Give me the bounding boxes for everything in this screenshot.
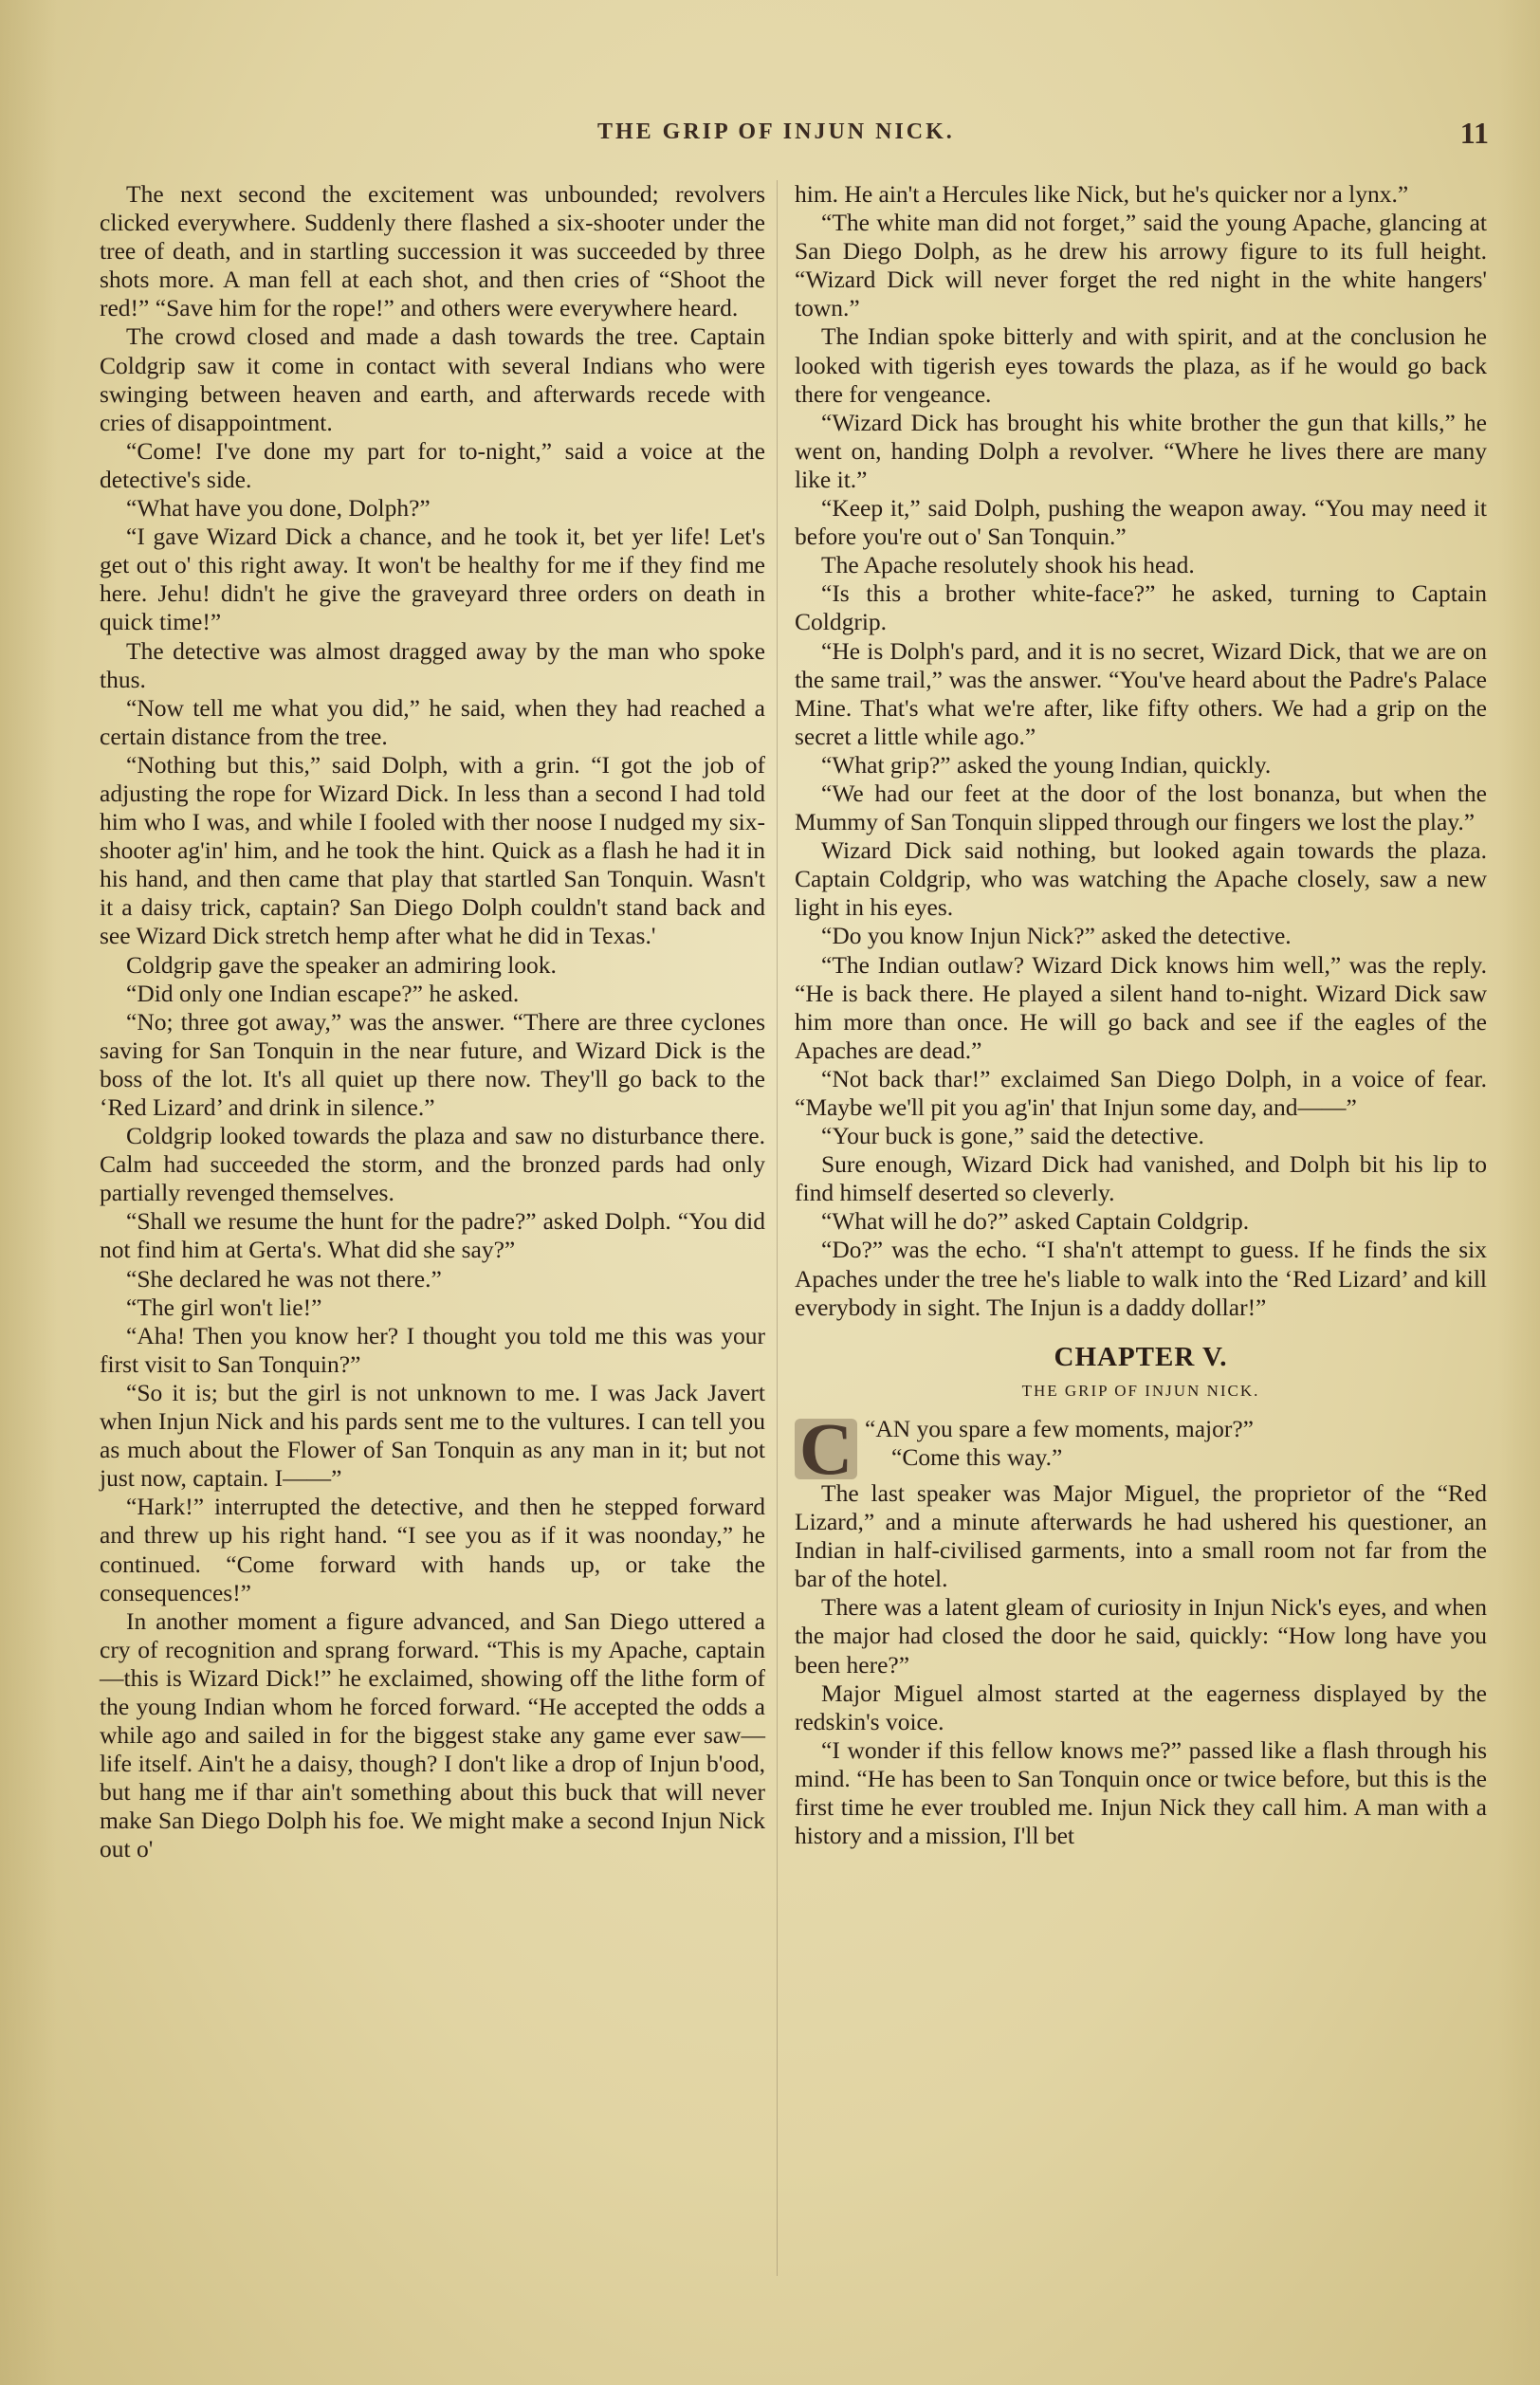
right-paragraph: “He is Dolph's pard, and it is no secret, Wizard Dick, that we are on the same trail,” was the answer. “You've heard about the Padre's Palace Mine. That's what we're after, like fifty others. We had a grip on the secret a little while ago.”: [795, 636, 1487, 750]
chapter-subtitle: THE GRIP OF INJUN NICK.: [1021, 1381, 1260, 1400]
left-paragraph: Coldgrip looked towards the plaza and saw no disturbance there. Calm had succeeded the storm, and the bronzed pards had only partially revenged themselves.: [100, 1122, 765, 1207]
left-paragraph: “What have you done, Dolph?”: [126, 494, 431, 523]
left-paragraph: “Did only one Indian escape?” he asked.: [126, 979, 520, 1007]
right-paragraph: The Apache resolutely shook his head.: [821, 551, 1195, 579]
right-column: [795, 180, 1487, 1850]
right-paragraph: “Your buck is gone,” said the detective.: [821, 1122, 1204, 1150]
page-header: [38, 116, 1508, 154]
left-paragraph: Coldgrip gave the speaker an admiring look.: [126, 950, 557, 979]
right-paragraph: “We had our feet at the door of the lost bonanza, but when the Mummy of San Tonquin slipped through our fingers we lost the play.”: [795, 779, 1487, 836]
chapter-paragraph: There was a latent gleam of curiosity in Injun Nick's eyes, and when the major had closed the door he said, quickly: “How long have you been here?”: [795, 1593, 1487, 1679]
running-title: THE GRIP OF INJUN NICK.: [597, 119, 955, 144]
left-paragraph: “Come! I've done my part for to-night,” said a voice at the detective's side.: [100, 436, 765, 493]
right-paragraph: “Is this a brother white-face?” he asked, turning to Captain Coldgrip.: [795, 579, 1487, 636]
right-paragraph: him. He ain't a Hercules like Nick, but he's quicker nor a lynx.”: [795, 180, 1409, 208]
chapter-paragraph: The last speaker was Major Miguel, the proprietor of the “Red Lizard,” and a minute afterwards he had ushered his questioner, an Indian in half-civilised garments, into a small room not far from the bar of the hotel.: [795, 1478, 1487, 1593]
left-paragraph: “She declared he was not there.”: [126, 1264, 442, 1293]
left-paragraph: “Aha! Then you know her? I thought you told me this was your first visit to San Tonquin?”: [100, 1321, 765, 1378]
left-paragraph: “No; three got away,” was the answer. “There are three cyclones saving for San Tonquin in the near future, and Wizard Dick is the boss of the lot. It's all quiet up there now. They'll go back to the ‘Red Lizard’ and drink in silence.”: [100, 1007, 765, 1121]
drop-cap-letter: C: [795, 1419, 857, 1479]
right-paragraph: “Keep it,” said Dolph, pushing the weapon away. “You may need it before you're out o' San Tonquin.”: [795, 494, 1487, 551]
chapter-heading: CHAPTER V.: [1054, 1341, 1228, 1372]
left-paragraph: The detective was almost dragged away by the man who spoke thus.: [100, 636, 765, 693]
left-paragraph: “Nothing but this,” said Dolph, with a grin. “I got the job of adjusting the rope for Wizard Dick. In less than a second I had told him who I was, and while I fooled with ther noose I nudged my six-shooter ag'in' him, and he took the hint. Quick as a flash he had it in his hand, and then came that play that startled San Tonquin. Wasn't it a daisy trick, captain? San Diego Dolph couldn't stand back and see Wizard Dick stretch hemp after what he did in Texas.': [100, 750, 765, 950]
left-paragraph: “I gave Wizard Dick a chance, and he took it, bet yer life! Let's get out o' this right away. It won't be healthy for me if they find me here. Jehu! didn't he give the graveyard three orders on death in quick time!”: [100, 523, 765, 636]
right-paragraph: Wizard Dick said nothing, but looked again towards the plaza. Captain Coldgrip, who was watching the Apache closely, saw a new light in his eyes.: [795, 836, 1487, 922]
chapter-paragraph: “I wonder if this fellow knows me?” passed like a flash through his mind. “He has been to San Tonquin once or twice before, but this is the first time he ever troubled me. Injun Nick they call him. A man with a history and a mission, I'll bet: [795, 1735, 1487, 1850]
left-paragraph: The next second the excitement was unbounded; revolvers clicked everywhere. Suddenly there flashed a six-shooter under the tree of death, and in startling succession it was succeeded by three shots more. A man fell at each shot, and then cries of “Shoot the red!” “Save him for the rope!” and others were everywhere heard.: [100, 180, 765, 322]
right-paragraph: “Not back thar!” exclaimed San Diego Dolph, in a voice of fear. “Maybe we'll pit you ag'in' that Injun some day, and——”: [795, 1064, 1487, 1121]
left-paragraph: “So it is; but the girl is not unknown to me. I was Jack Javert when Injun Nick and his pards sent me to the vultures. I can tell you as much about the Flower of San Tonquin as any man in it; but not just now, captain. I——”: [100, 1378, 765, 1493]
opening-quote: “: [865, 1414, 876, 1442]
right-paragraph: “The Indian outlaw? Wizard Dick knows him well,” was the reply. “He is back there. He played a silent hand to-night. Wizard Dick saw him more than once. He will go back and see if the eagles of the Apaches are dead.”: [795, 950, 1487, 1064]
left-column: [100, 180, 765, 1864]
right-paragraph: “What will he do?” asked Captain Coldgrip.: [821, 1207, 1250, 1236]
left-paragraph: The crowd closed and made a dash towards the tree. Captain Coldgrip saw it come in contact with several Indians who were swinging between heaven and earth, and afterwards recede with cries of disappointment.: [100, 322, 765, 436]
left-paragraph: In another moment a figure advanced, and San Diego uttered a cry of recognition and sprang forward. “This is my Apache, captain—this is Wizard Dick!” he exclaimed, showing off the lithe form of the young Indian whom he forced forward. “He accepted the odds a while ago and sailed in for the biggest stake any game ever saw—life itself. Ain't he a daisy, though? I don't like a drop of Injun b'ood, but hang me if thar ain't something about this buck that will never make San Diego Dolph his foe. We might make a second Injun Nick out o': [100, 1606, 765, 1863]
right-paragraph: Sure enough, Wizard Dick had vanished, and Dolph bit his lip to find himself deserted so cleverly.: [795, 1150, 1487, 1207]
left-paragraph: “Now tell me what you did,” he said, when they had reached a certain distance from the tree.: [100, 693, 765, 750]
left-paragraph: “The girl won't lie!”: [126, 1293, 322, 1321]
left-paragraph: “Shall we resume the hunt for the padre?” asked Dolph. “You did not find him at Gerta's. What did she say?”: [100, 1207, 765, 1264]
right-paragraph: The Indian spoke bitterly and with spirit, and at the conclusion he looked with tigerish eyes towards the plaza, as if he would go back there for vengeance.: [795, 322, 1487, 408]
right-paragraph: “Wizard Dick has brought his white brother the gun that kills,” he went on, handing Dolph a revolver. “Where he lives there are many like it.”: [795, 408, 1487, 493]
chapter-paragraph: Major Miguel almost started at the eagerness displayed by the redskin's voice.: [795, 1679, 1487, 1735]
page-number: 11: [1459, 116, 1489, 150]
right-paragraph: “Do?” was the echo. “I sha'n't attempt to guess. If he finds the six Apaches under the tree he's liable to walk into the ‘Red Lizard’ and kill everybody in sight. The Injun is a daddy dollar!”: [795, 1236, 1487, 1321]
right-paragraph: “What grip?” asked the young Indian, quickly.: [821, 750, 1272, 779]
left-paragraph: “Hark!” interrupted the detective, and then he stepped forward and threw up his right hand. “I see you as if it was noonday,” he continued. “Come forward with hands up, or take the consequences!”: [100, 1493, 765, 1606]
right-paragraph: “Do you know Injun Nick?” asked the detective.: [821, 922, 1292, 950]
column-divider: [777, 180, 778, 2276]
chapter-paragraph: “Come this way.”: [891, 1443, 1063, 1472]
right-paragraph: “The white man did not forget,” said the young Apache, glancing at San Diego Dolph, as he drew his arrowy figure to its full height. “Wizard Dick will never forget the red night in the white hangers' town.”: [795, 209, 1487, 322]
first-line-text: AN you spare a few moments, major?”: [875, 1414, 1254, 1442]
